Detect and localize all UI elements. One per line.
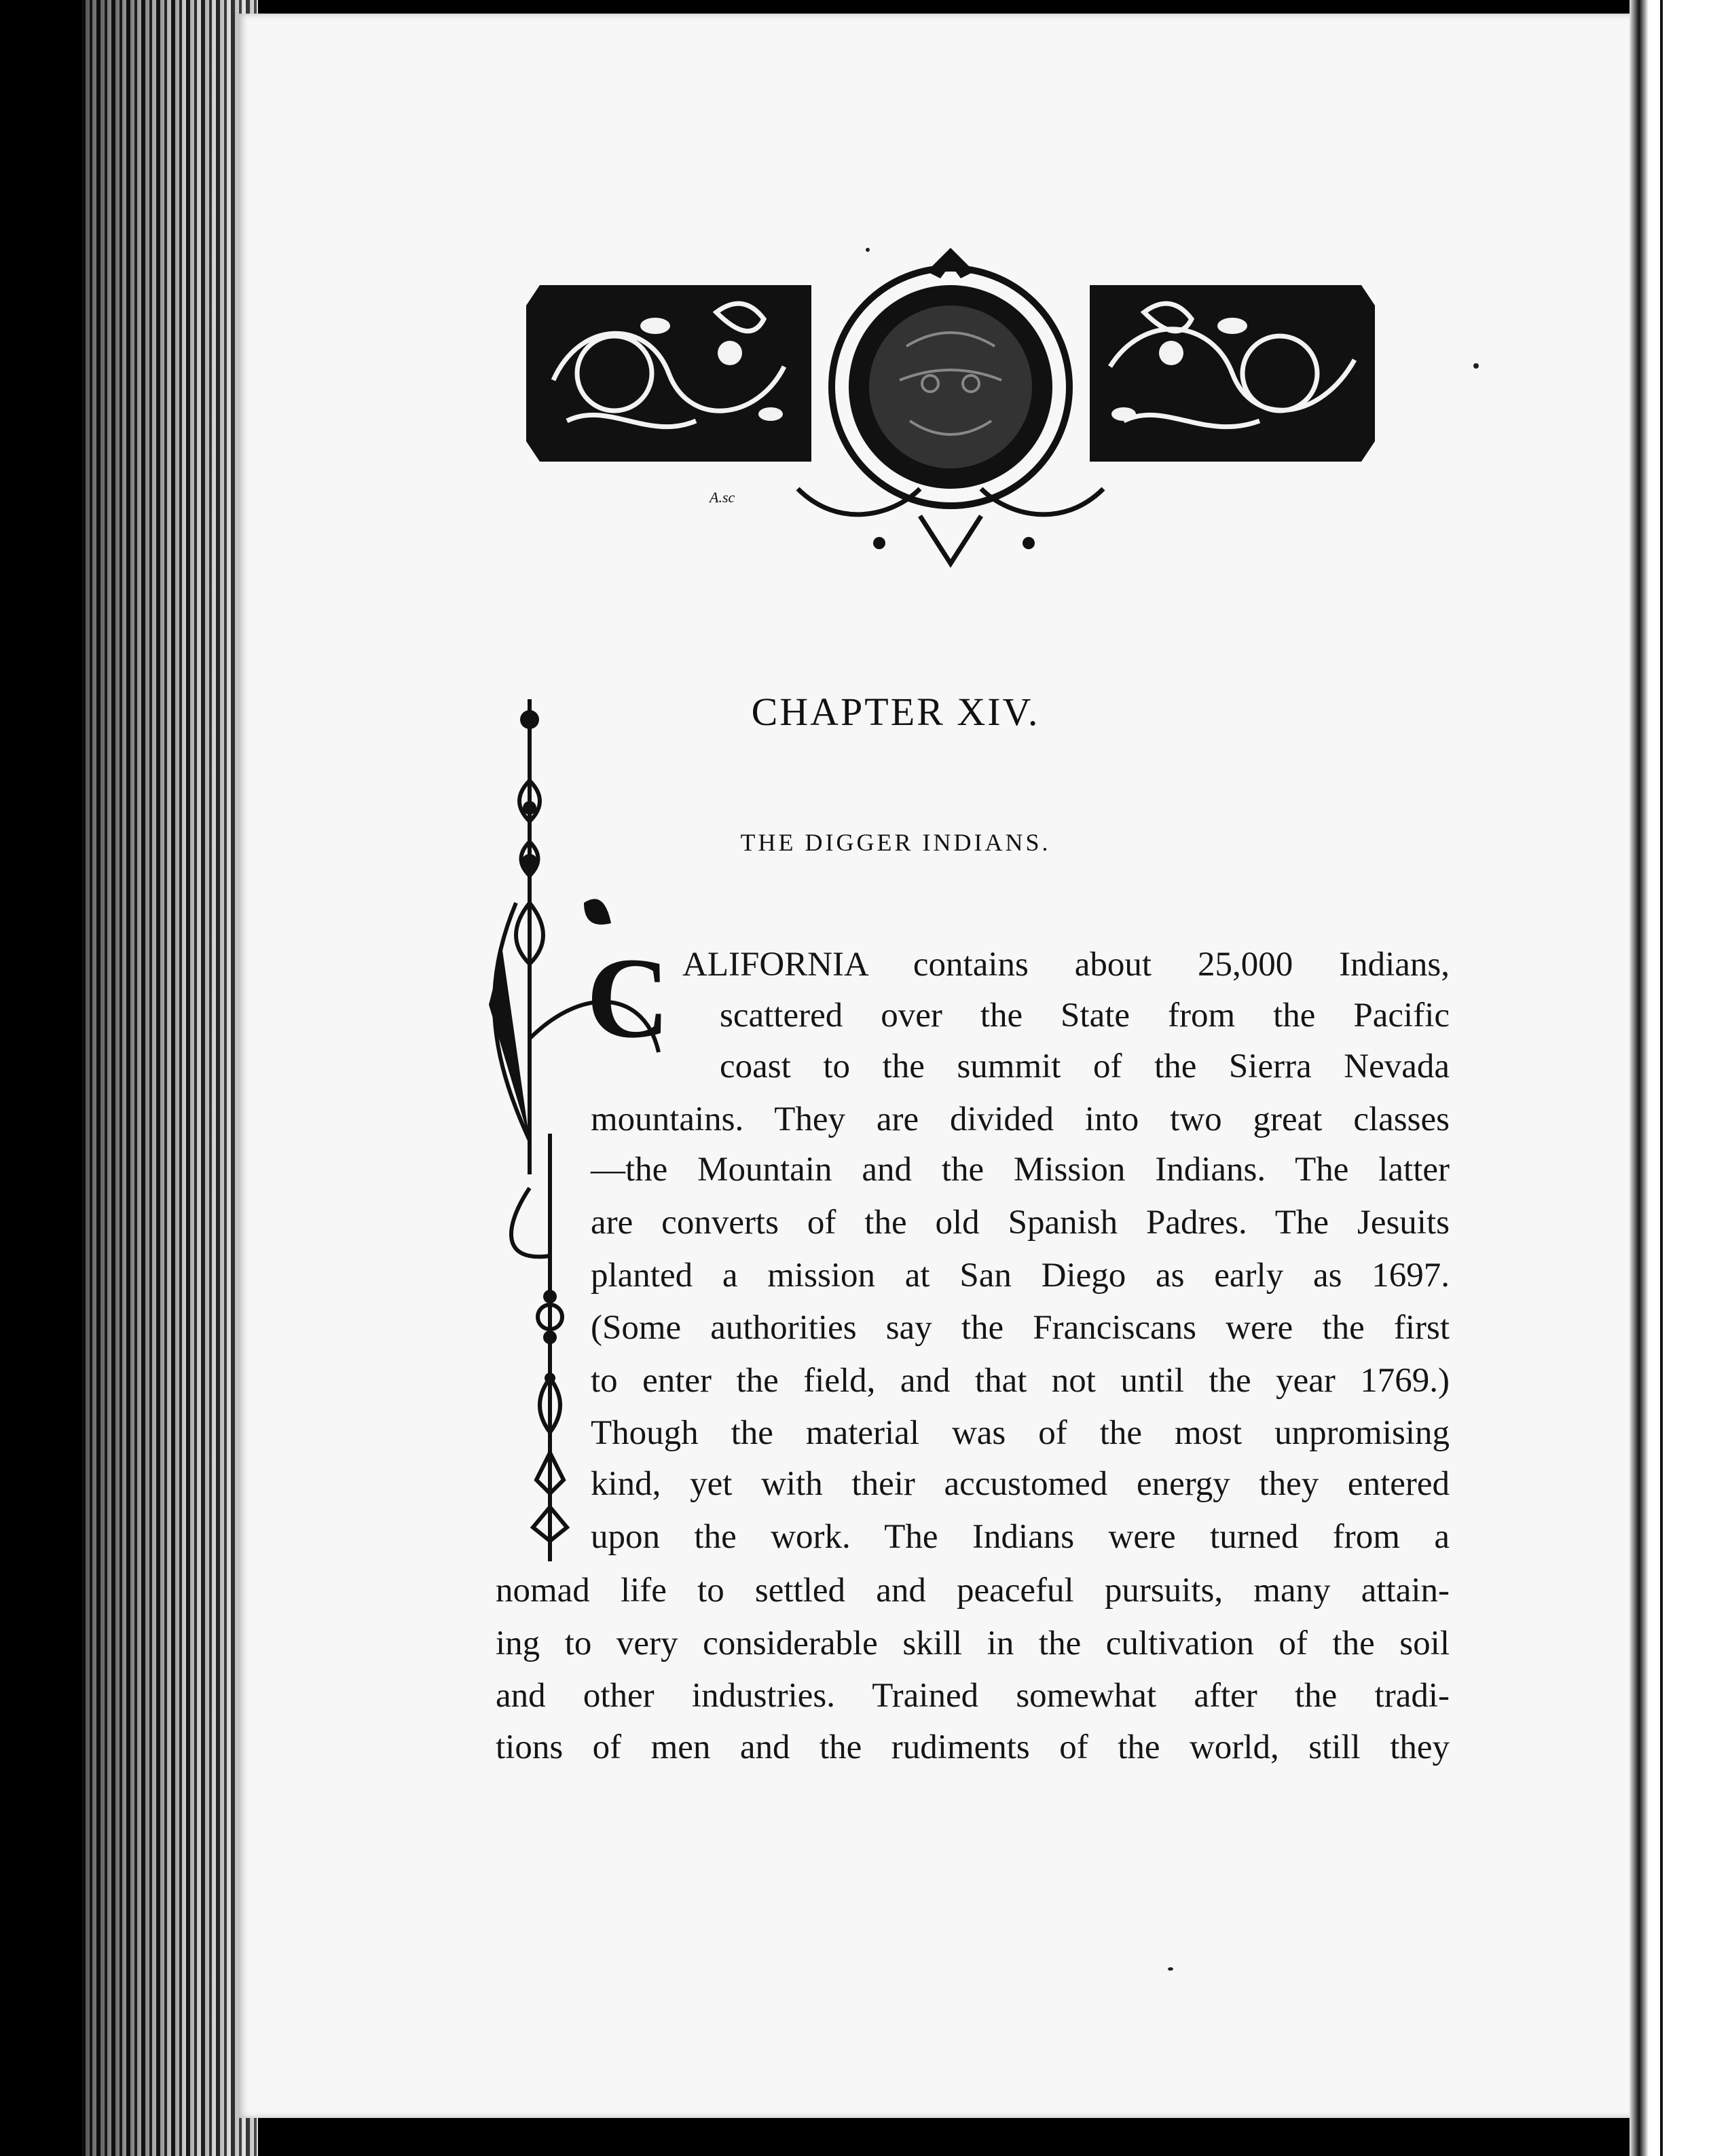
page-speck <box>1473 363 1479 369</box>
body-line-15: and other industries. Trained somewhat after the tradi- <box>496 1677 1450 1715</box>
gutter-line <box>1660 0 1663 2156</box>
body-line-5: —the Mountain and the Mission Indians. The latter <box>591 1151 1450 1189</box>
body-line-10: Though the material was of the most unpromising <box>591 1414 1450 1452</box>
header-ornament <box>513 244 1388 577</box>
body-line-9: to enter the field, and that not until the year 1769.) <box>591 1362 1450 1400</box>
body-line-12: upon the work. The Indians were turned from a <box>591 1518 1450 1556</box>
page-stack-shadow <box>81 0 258 2156</box>
body-line-14: ing to very considerable skill in the cultivation of the soil <box>496 1624 1450 1662</box>
chapter-subtitle: THE DIGGER INDIANS. <box>740 829 1051 856</box>
body-line-6: are converts of the old Spanish Padres. The Jesuits <box>591 1204 1450 1242</box>
body-line-11: kind, yet with their accustomed energy they entered <box>591 1465 1450 1503</box>
body-line-7: planted a mission at San Diego as early as 1697. <box>591 1257 1450 1295</box>
body-line-4: mountains. They are divided into two great classes <box>591 1100 1450 1138</box>
body-line-1: ALIFORNIA contains about 25,000 Indians, <box>682 946 1450 984</box>
body-line-8: (Some authorities say the Franciscans were the first <box>591 1309 1450 1347</box>
page-speck <box>1168 1967 1173 1971</box>
facing-page-edge <box>1630 0 1730 2156</box>
body-line-2: scattered over the State from the Pacific <box>720 997 1450 1035</box>
chapter-title: CHAPTER XIV. <box>751 690 1040 734</box>
page-speck <box>866 248 870 252</box>
body-line-13: nomad life to settled and peaceful pursuits, many attain- <box>496 1572 1450 1610</box>
drop-cap-letter: C <box>586 934 670 1062</box>
body-line-16: tions of men and the rudiments of the world, still they <box>496 1728 1450 1766</box>
engraver-mark: A.sc <box>710 489 735 506</box>
body-line-3: coast to the summit of the Sierra Nevada <box>720 1047 1450 1085</box>
